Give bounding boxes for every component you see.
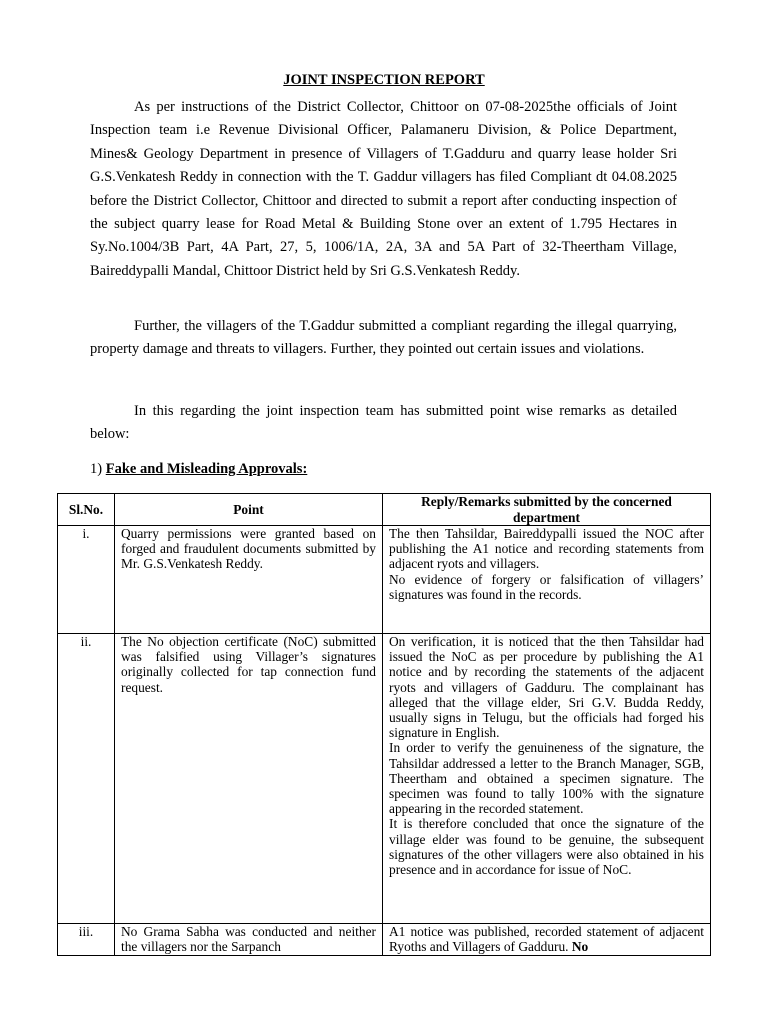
reply-text: A1 notice was published, recorded statement of adjacent Ryoths and Villagers of Gadduru. [389, 924, 704, 955]
complaint-paragraph [90, 315, 677, 362]
row-reply [383, 634, 711, 924]
intro-paragraph-text: As per instructions of the District Collector, Chittoor on 07-08-2025the officials of Joint Inspection team i.e Revenue Divisional Officer, Palamaneru Division, & Police Department, Mines& Geology Department in presence of Villagers of T.Gadduru and quarry lease holder Sri G.S.Venkatesh Reddy in connection with the T. Gaddur villagers has filed Compliant dt 04.08.2025 before the District Collector, Chittoor and directed to submit a report after conducting inspection of the subject quarry lease for Road Metal & Building Stone over an extent of 1.795 Hectares in Sy.No.1004/3B Part, 4A Part, 27, 5, 1006/1A, 2A, 3A and 5A Part of 32-Theertham Village, Baireddypalli Mandal, Chittoor District held by Sri G.S.Venkatesh Reddy. [90, 99, 677, 279]
table-header-row [58, 494, 711, 526]
row-reply [383, 526, 711, 634]
table-row [58, 634, 711, 924]
report-title: JOINT INSPECTION REPORT [283, 72, 485, 88]
section-number: 1) [90, 461, 103, 477]
remarks-table [57, 493, 711, 956]
table-row [58, 924, 711, 956]
row-point: The No objection certificate (NoC) submitted was falsified using Villager’s signatures originally collected for tap connection fund request. [115, 634, 383, 924]
header-reply: Reply/Remarks submitted by the concerned department [383, 494, 711, 526]
reply-line: It is therefore concluded that once the signature of the village elder was found to be genuine, the subsequent signatures of the other villagers were also obtained in his presence and in accordance for issue of NoC. [389, 816, 704, 878]
complaint-paragraph-text: Further, the villagers of the T.Gaddur submitted a compliant regarding the illegal quarrying, property damage and threats to villagers. Further, they pointed out certain issues and violations. [90, 318, 677, 358]
section-heading [90, 461, 307, 478]
remarks-intro-paragraph [90, 400, 677, 447]
reply-bold-text: No [571, 939, 589, 955]
row-serial: i. [58, 526, 115, 634]
header-slno: Sl.No. [58, 494, 115, 526]
intro-paragraph [90, 96, 677, 283]
row-point: Quarry permissions were granted based on forged and fraudulent documents submitted by Mr. G.S.Venkatesh Reddy. [115, 526, 383, 634]
reply-line: On verification, it is noticed that the then Tahsildar had issued the NoC as per procedure by publishing the A1 notice and by recording the statements of the adjacent ryots and villagers of Gadduru. The complainant has alleged that the village elder, Sri G.V. Budda Reddy, usually signs in Telugu, but the officials had forged his signature in English. [389, 634, 704, 741]
remarks-intro-paragraph-text: In this regarding the joint inspection team has submitted point wise remarks as detailed below: [90, 403, 677, 443]
reply-line: No evidence of forgery or falsification of villagers’ signatures was found in the records. [389, 571, 704, 602]
reply-line: In order to verify the genuineness of the signature, the Tahsildar addressed a letter to the Branch Manager, SGB, Theertham and obtained a specimen signature. The specimen was found to tally 100% with the signature appearing in the recorded statement. [389, 740, 704, 817]
row-serial: iii. [58, 924, 115, 956]
section-heading-text: Fake and Misleading Approvals: [105, 461, 308, 477]
reply-line: The then Tahsildar, Baireddypalli issued the NOC after publishing the A1 notice and recording statements from adjacent ryots and villagers. [389, 526, 704, 572]
table-row [58, 526, 711, 634]
row-point: No Grama Sabha was conducted and neither the villagers nor the Sarpanch [115, 924, 383, 956]
row-reply [383, 924, 711, 956]
row-serial: ii. [58, 634, 115, 924]
header-point: Point [115, 494, 383, 526]
